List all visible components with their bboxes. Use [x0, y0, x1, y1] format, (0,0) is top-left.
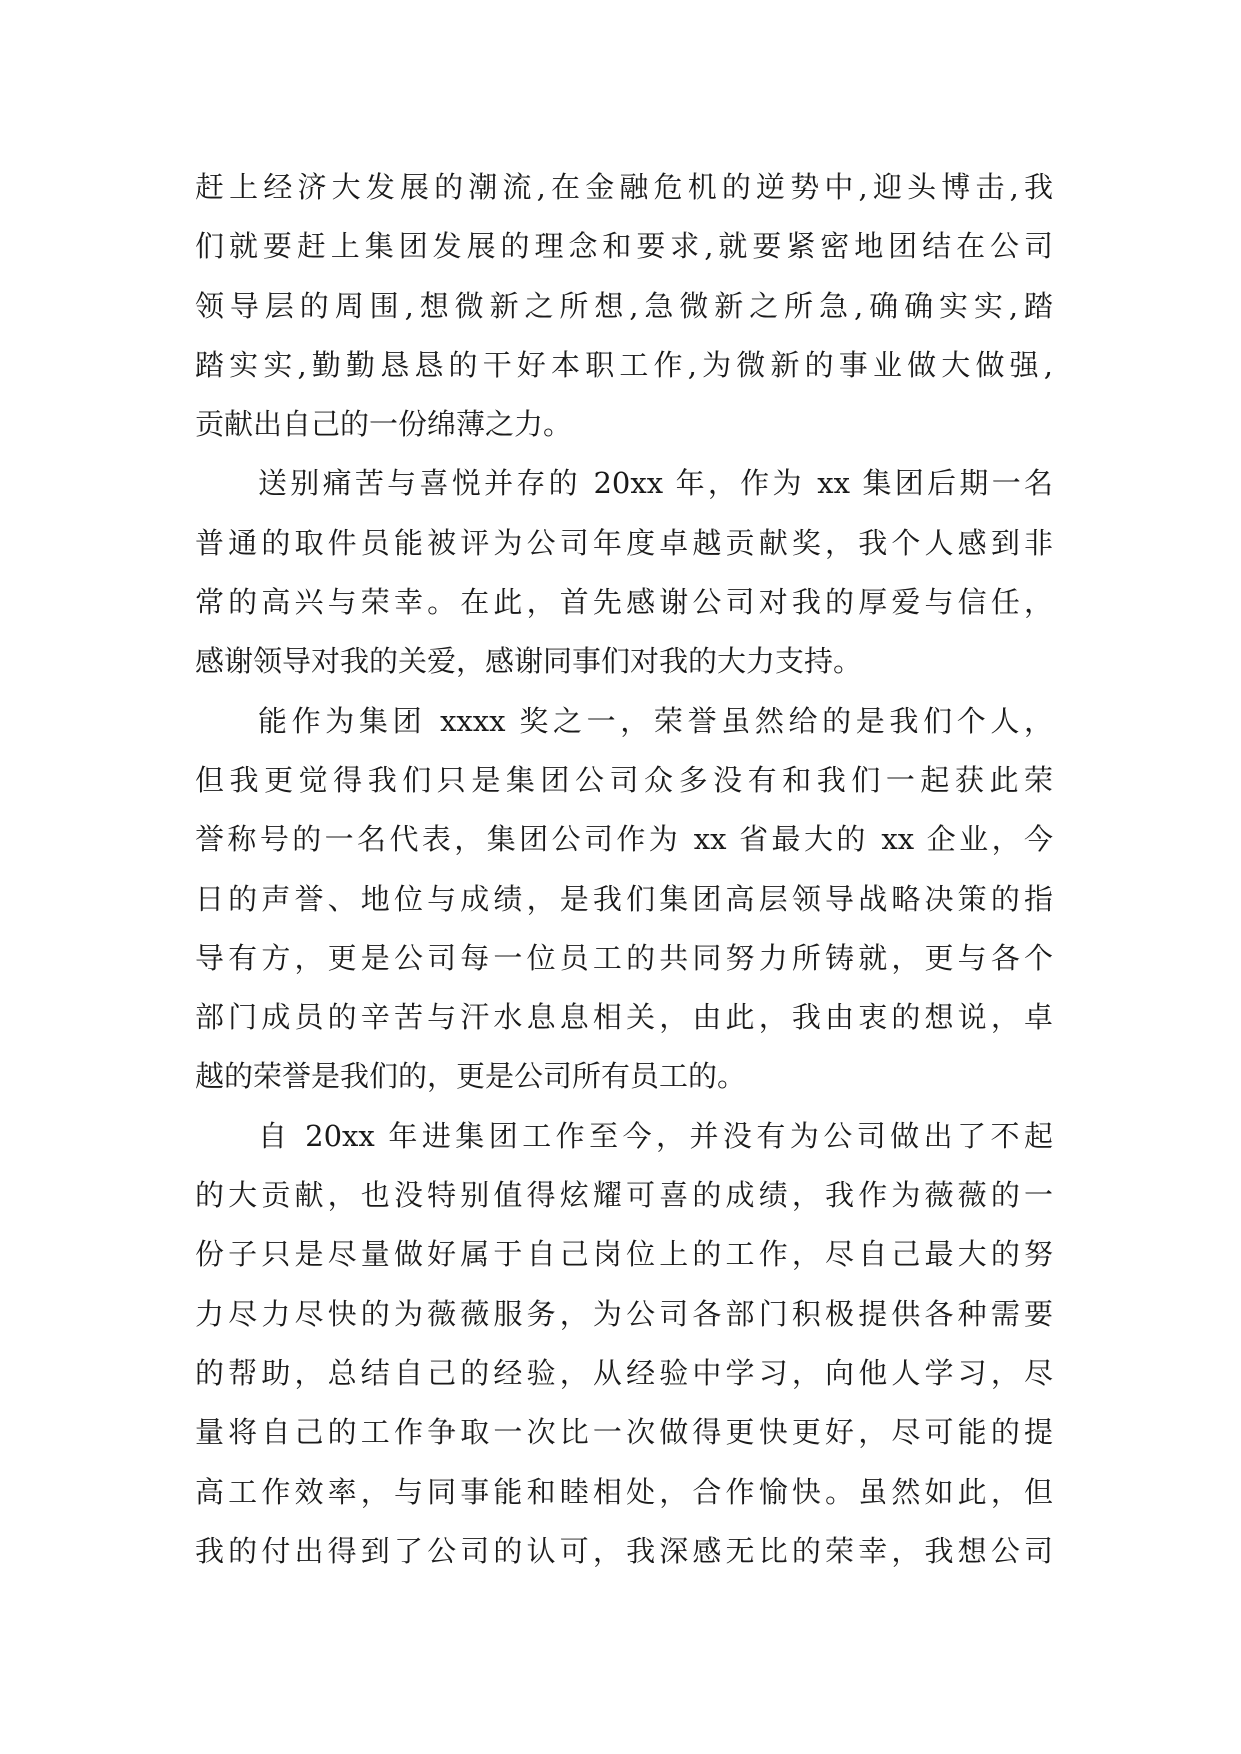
paragraph-4-line-4: 力尽力尽快的为薇薇服务，为公司各部门积极提供各种需要	[195, 1296, 1053, 1331]
paragraph-3-line-7: 越的荣誉是我们的，更是公司所有员工的。	[195, 1059, 747, 1094]
paragraph-3-line-3: 誉称号的一名代表，集团公司作为 xx 省最大的 xx 企业，今	[195, 822, 1053, 857]
paragraph-2-line-4: 感谢领导对我的关爱，感谢同事们对我的大力支持。	[195, 644, 863, 679]
paragraph-1-line-1: 赶上经济大发展的潮流,在金融危机的逆势中,迎头博击,我	[195, 170, 1053, 204]
paragraph-4-line-7: 高工作效率，与同事能和睦相处，合作愉快。虽然如此，但	[195, 1474, 1053, 1509]
paragraph-4-line-3: 份子只是尽量做好属于自己岗位上的工作，尽自己最大的努	[195, 1237, 1053, 1272]
paragraph-4-line-8: 我的付出得到了公司的认可，我深感无比的荣幸，我想公司	[195, 1533, 1053, 1568]
paragraph-3-line-4: 日的声誉、地位与成绩，是我们集团高层领导战略决策的指	[195, 881, 1053, 916]
paragraph-3-line-2: 但我更觉得我们只是集团公司众多没有和我们一起获此荣	[195, 762, 1053, 797]
document-body	[195, 158, 1053, 1581]
paragraph-1-line-5: 贡献出自己的一份绵薄之力。	[195, 407, 573, 442]
paragraph-4-line-5: 的帮助，总结自己的经验，从经验中学习，向他人学习，尽	[195, 1355, 1053, 1390]
paragraph-2-line-3: 常的高兴与荣幸。在此，首先感谢公司对我的厚爱与信任，	[195, 585, 1053, 620]
paragraph-1-line-4: 踏实实,勤勤恳恳的干好本职工作,为微新的事业做大做强,	[195, 347, 1053, 382]
paragraph-1-line-2: 们就要赶上集团发展的理念和要求,就要紧密地团结在公司	[195, 229, 1053, 264]
paragraph-3-line-1: 能作为集团 xxxx 奖之一，荣誉虽然给的是我们个人，	[258, 703, 1053, 738]
paragraph-3-line-6: 部门成员的辛苦与汗水息息相关，由此，我由衷的想说，卓	[195, 1000, 1053, 1035]
paragraph-1-line-3: 领导层的周围,想微新之所想,急微新之所急,确确实实,踏	[195, 288, 1053, 323]
paragraph-3-line-5: 导有方，更是公司每一位员工的共同努力所铸就，更与各个	[195, 940, 1053, 975]
paragraph-2-line-2: 普通的取件员能被评为公司年度卓越贡献奖，我个人感到非	[195, 525, 1053, 560]
paragraph-4-line-1: 自 20xx 年进集团工作至今，并没有为公司做出了不起	[258, 1118, 1053, 1153]
paragraph-2-line-1: 送别痛苦与喜悦并存的 20xx 年，作为 xx 集团后期一名	[258, 466, 1053, 501]
paragraph-4-line-2: 的大贡献，也没特别值得炫耀可喜的成绩，我作为薇薇的一	[195, 1178, 1053, 1213]
paragraph-4-line-6: 量将自己的工作争取一次比一次做得更快更好，尽可能的提	[195, 1415, 1053, 1450]
